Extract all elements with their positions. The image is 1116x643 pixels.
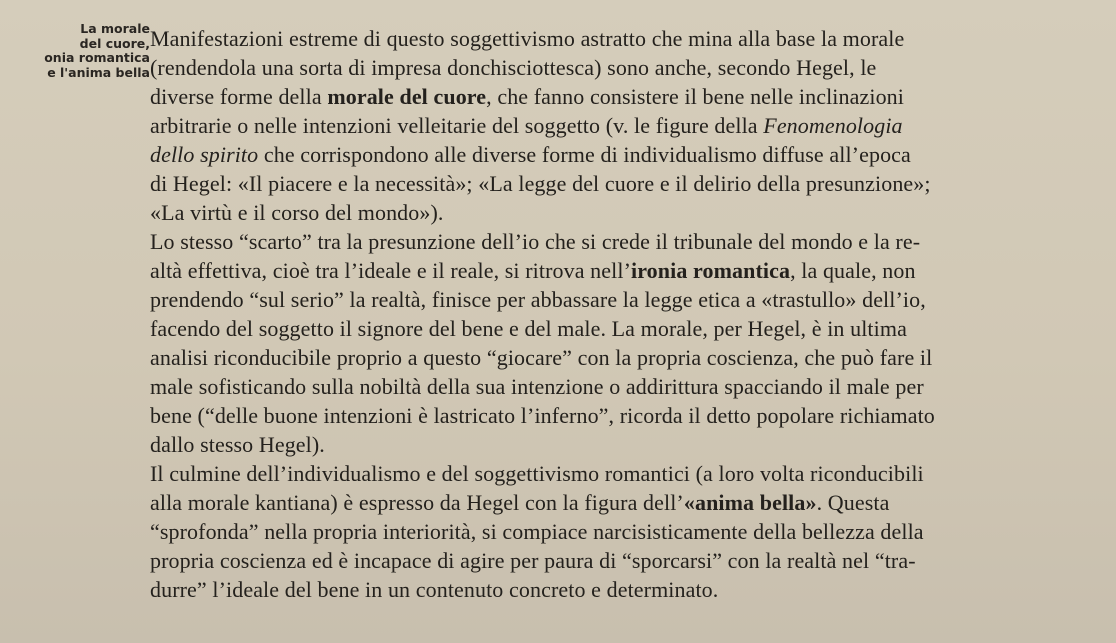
text-run: male sofisticando sulla nobiltà della sua intenzione o addirittura spacciando il male per — [150, 374, 924, 399]
text-run: , la quale, non — [790, 258, 916, 283]
paragraph — [150, 227, 1050, 459]
text-line — [150, 401, 1050, 430]
text-run: diverse forme della — [150, 84, 328, 109]
margin-note: e l'anima bella — [47, 64, 150, 80]
text-run: arbitrarie o nelle intenzioni velleitarie del soggetto (v. le figure della — [150, 113, 764, 138]
text-run: , che fanno consistere il bene nelle inclinazioni — [486, 84, 904, 109]
italic-title: dello spirito — [150, 142, 259, 167]
paragraph — [150, 24, 1050, 227]
text-run: «La virtù e il corso del mondo»). — [150, 200, 444, 225]
text-run: analisi riconducibile proprio a questo “giocare” con la propria coscienza, che può fare il — [150, 345, 933, 370]
text-line — [150, 430, 1050, 459]
margin-notes — [0, 22, 150, 80]
text-run: propria coscienza ed è incapace di agire per paura di “sporcarsi” con la realtà nel “tra- — [150, 548, 916, 573]
text-run: alla morale kantiana) è espresso da Hegel con la figura dell’ — [150, 490, 684, 515]
text-run: altà effettiva, cioè tra l’ideale e il reale, si ritrova nell’ — [150, 258, 631, 283]
text-line — [150, 575, 1050, 604]
text-line — [150, 82, 1050, 111]
text-line — [150, 314, 1050, 343]
text-run: facendo del soggetto il signore del bene e del male. La morale, per Hegel, è in ultima — [150, 316, 907, 341]
margin-note: del cuore, — [79, 35, 150, 51]
body-text — [150, 24, 1050, 604]
text-line — [150, 198, 1050, 227]
text-run: di Hegel: «Il piacere e la necessità»; «La legge del cuore e il delirio della presunzione»; — [150, 171, 931, 196]
text-line — [150, 227, 1050, 256]
italic-title: Fenomenologia — [763, 113, 903, 138]
text-run: bene (“delle buone intenzioni è lastricato l’inferno”, ricorda il detto popolare richiamato — [150, 403, 935, 428]
text-run: prendendo “sul serio” la realtà, finisce per abbassare la legge etica a «trastullo» dell’io, — [150, 287, 926, 312]
text-line — [150, 285, 1050, 314]
text-line — [150, 546, 1050, 575]
margin-note: onia romantica — [44, 50, 150, 65]
paragraph — [150, 459, 1050, 604]
text-line — [150, 343, 1050, 372]
text-run: Il culmine dell’individualismo e del soggettivismo romantici (a loro volta riconducibili — [150, 461, 924, 486]
text-run: Lo stesso “scarto” tra la presunzione dell’io che si crede il tribunale del mondo e la re- — [150, 229, 921, 254]
bold-term: ironia romantica — [631, 258, 791, 283]
text-run: durre” l’ideale del bene in un contenuto concreto e determinato. — [150, 577, 719, 602]
text-line — [150, 488, 1050, 517]
text-line — [150, 140, 1050, 169]
text-line — [150, 517, 1050, 546]
text-line — [150, 459, 1050, 488]
bold-term: morale del cuore — [327, 84, 487, 109]
bold-term: «anima bella» — [683, 490, 817, 515]
text-run: che corrispondono alle diverse forme di individualismo diffuse all’epoca — [258, 142, 911, 167]
text-run: . Questa — [816, 490, 890, 515]
margin-note: La morale — [80, 21, 150, 36]
text-run: (rendendola una sorta di impresa donchisciottesca) sono anche, secondo Hegel, le — [150, 55, 877, 80]
text-run: “sprofonda” nella propria interiorità, si compiace narcisisticamente della bellezza della — [150, 519, 924, 544]
text-line — [150, 24, 1050, 53]
text-line — [150, 169, 1050, 198]
text-line — [150, 53, 1050, 82]
text-line — [150, 372, 1050, 401]
text-run: Manifestazioni estreme di questo soggettivismo astratto che mina alla base la morale — [150, 26, 905, 51]
text-line — [150, 111, 1050, 140]
text-line — [150, 256, 1050, 285]
text-run: dallo stesso Hegel). — [150, 432, 325, 457]
